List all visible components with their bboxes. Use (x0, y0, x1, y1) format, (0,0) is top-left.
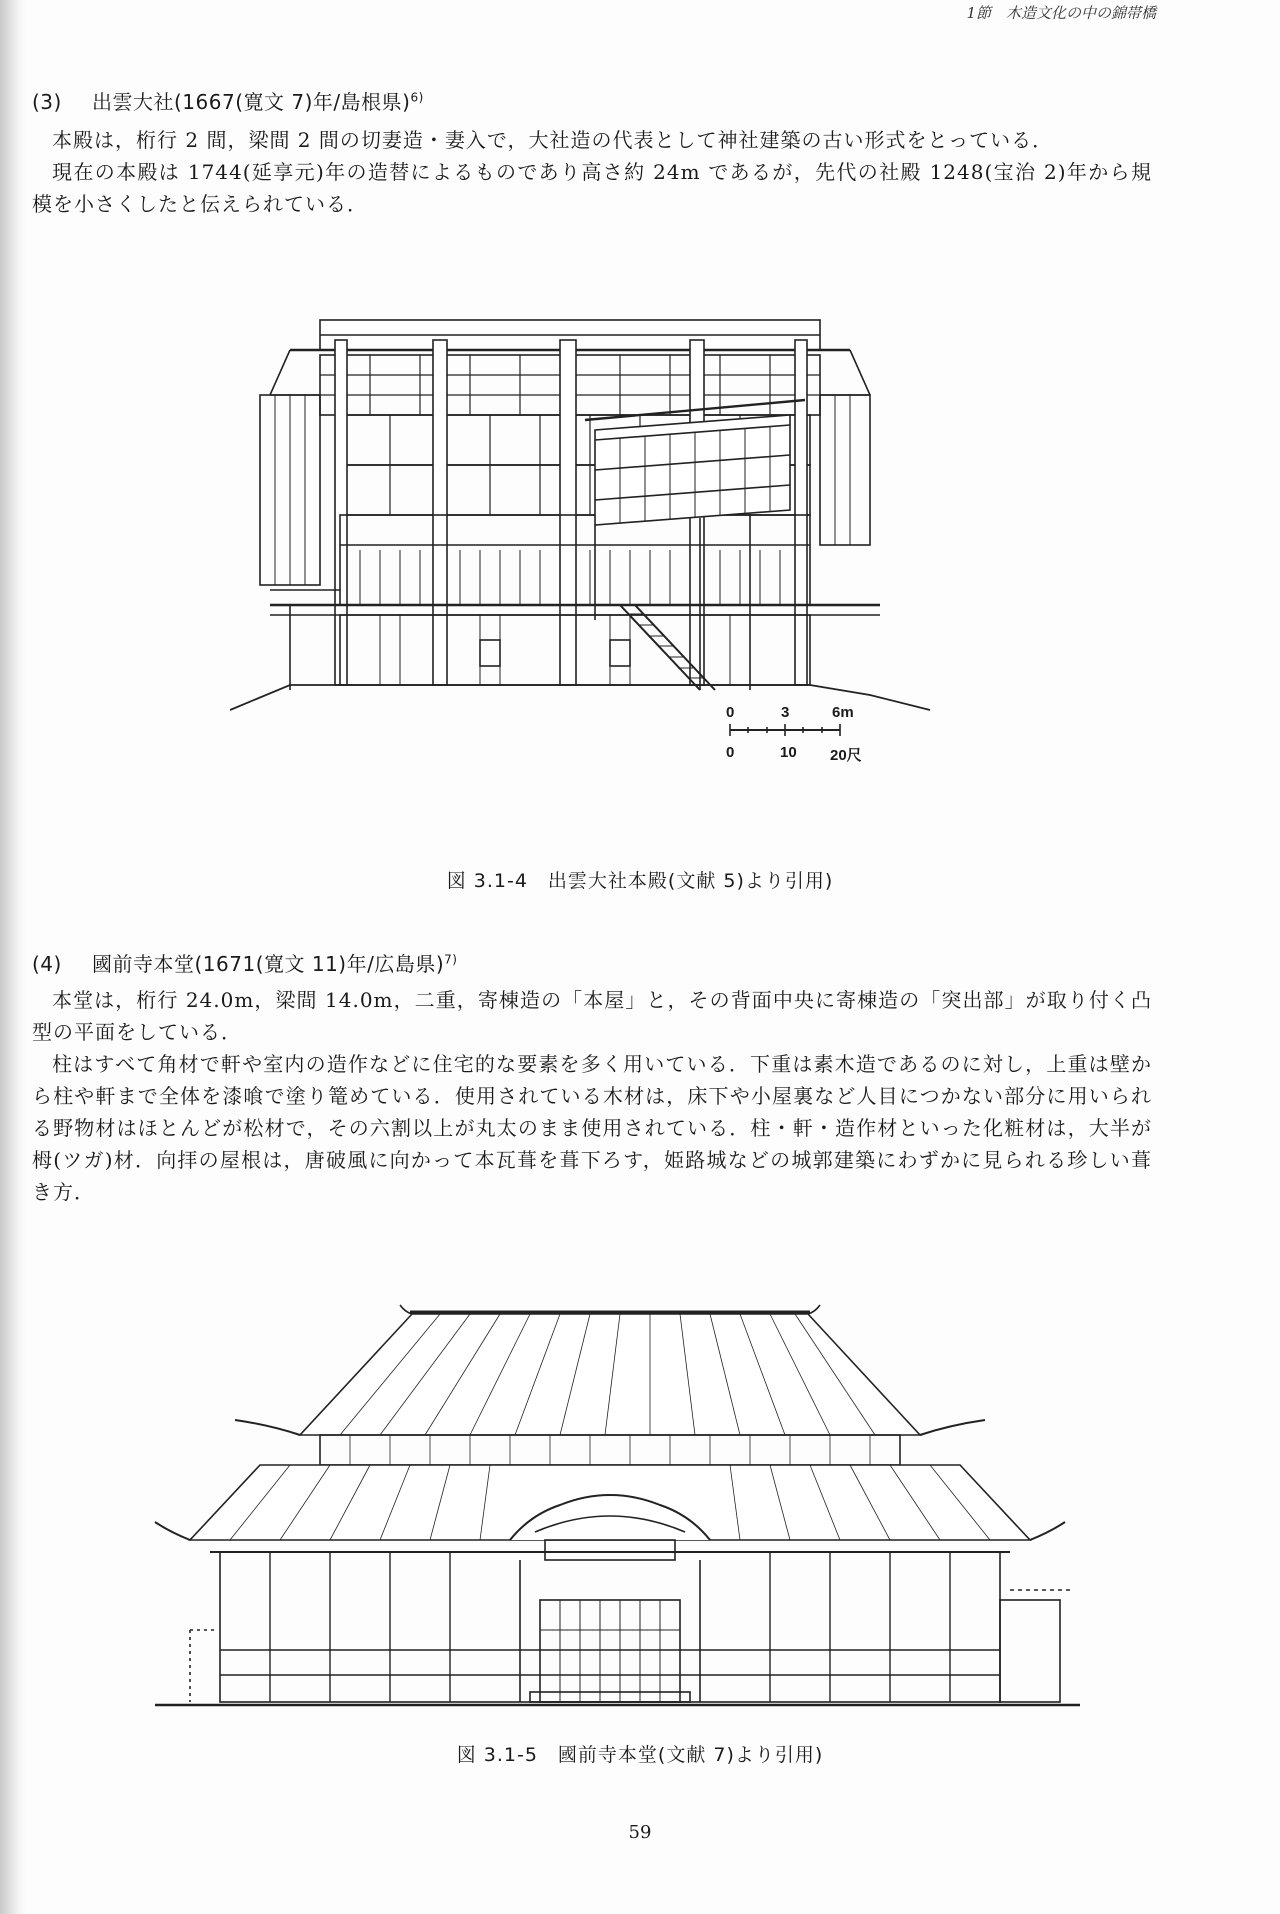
scale-m-tick-1: 3 (781, 704, 790, 721)
section-3-ref: 6) (410, 90, 424, 105)
scale-m-tick-2: 6m (832, 704, 854, 721)
section-4-heading (32, 948, 457, 977)
section-3-heading (32, 86, 424, 115)
section-3-number: (3) (32, 90, 62, 114)
scale-shaku-tick-2: 20尺 (830, 747, 862, 764)
scale-m-tick-0: 0 (726, 704, 735, 721)
kokuzenji-hondo-elevation-drawing (150, 1300, 1090, 1720)
figure-3-1-5-caption: 図 3.1-5 國前寺本堂(文献 7)より引用) (456, 1744, 824, 1766)
running-header: 1節 木造文化の中の錦帯橋 (966, 4, 1156, 22)
izumo-taisha-elevation-drawing (230, 300, 1090, 860)
section-3-paragraph-2: 現在の本殿は 1744(延享元)年の造替によるものであり高さ約 24m であるが，先代の社殿 1248(宝治 2)年から規模を小さくしたと伝えられている． (32, 160, 1152, 216)
gutter-shadow (0, 0, 26, 1914)
scale-shaku-tick-0: 0 (726, 744, 735, 761)
section-4-body (32, 984, 1152, 1208)
section-4-paragraph-1: 本堂は，桁行 24.0m，梁間 14.0m，二重，寄棟造の「本屋」と，その背面中央に寄棟造の「突出部」が取り付く凸型の平面をしている． (32, 988, 1152, 1044)
section-3-paragraph-1: 本殿は，桁行 2 間，梁間 2 間の切妻造・妻入で，大社造の代表として神社建築の古い形式をとっている． (52, 128, 1054, 152)
page-number: 59 (628, 1822, 652, 1843)
section-3-title: 出雲大社(1667(寛文 7)年/島根県) (92, 90, 411, 114)
section-4-number: (4) (32, 952, 62, 976)
section-4-paragraph-2: 柱はすべて角材で軒や室内の造作などに住宅的な要素を多く用いている．下重は素木造であるのに対し，上重は壁から柱や軒まで全体を漆喰で塗り篭めている．使用されている木材は，床下や小屋裏など人目につかない部分に用いられる野物材はほとんどが松材で，その六割以上が丸太のまま使用されている．柱・軒・造作材といった化粧材は，大半が栂(ツガ)材．向拝の屋根は，唐破風に向かって本瓦葺を葺下ろす，姫路城などの城郭建築にわずかに見られる珍しい葺き方． (32, 1052, 1152, 1204)
section-4-ref: 7) (444, 952, 458, 967)
figure-3-1-4-caption: 図 3.1-4 出雲大社本殿(文献 5)より引用) (446, 870, 834, 892)
section-3-body (32, 124, 1152, 220)
scale-shaku-tick-1: 10 (780, 744, 797, 761)
section-4-title: 國前寺本堂(1671(寛文 11)年/広島県) (92, 952, 445, 976)
